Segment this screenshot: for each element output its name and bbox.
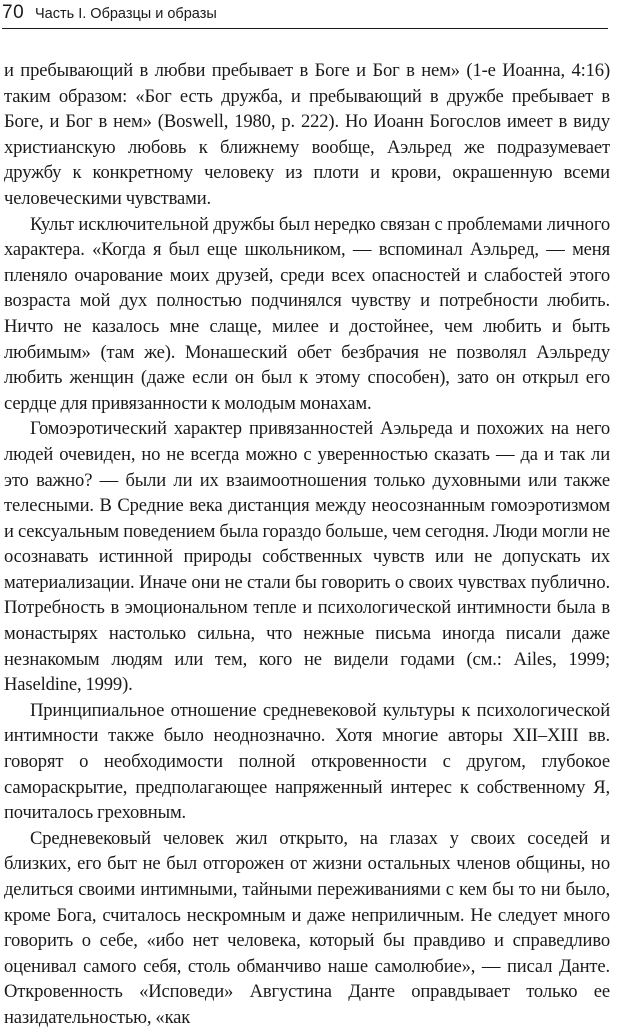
paragraph-2: Культ исключительной дружбы был нередко связан с проблемами личного характера. «Когда я был еще школьником, — вспоминал Аэльред, — меня пленяло очарование моих друзей, среди всех опасностей и слабостей этого возраста мой дух полностью подчинялся чувству и потребности любить. Ничто не казалось мне слаще, милее и достойнее, чем любить и быть любимым» (там же). Монашеский обет безбрачия не позволял Аэльреду любить женщин (даже если он был к этому способен), зато он открыл его сердце для привязанности к молодым монахам. bbox=[4, 213, 610, 414]
paragraph-3: Гомоэротический характер привязанностей Аэльреда и похожих на него людей очевиден, но не всегда можно с уверенностью сказать — да и так ли это важно? — были ли их взаимоотношения только духовными или также телесными. В Средние века дистанция между неосознанным гомоэротизмом и сексуальным поведением была гораздо больше, чем сегодня. Люди могли не осознавать истинной природы собственных чувств или не допускать их материализации. Иначе они не стали бы говорить о своих чувствах публично. Потребность в эмоциональном тепле и психологической интимности была в монастырях настолько сильна, что нежные письма иногда писали даже незнакомым людям или тем, кого не видели годами (см.: Ailes, 1999; Haseldine, 1999). bbox=[4, 418, 610, 696]
paragraph-5: Средневековый человек жил открыто, на глазах у своих соседей и близких, его быт не был отгорожен от жизни остальных членов общины, но делиться своими интимными, тайными переживаниями с кем бы то ни было, кроме Бога, считалось нескромным и даже неприличным. Не следует много говорить о себе, «ибо нет человека, который бы правдиво и справедливо оценивал самого себя, столь обманчиво наше самолюбие», — писал Данте. Откровенность «Исповеди» Августина Данте оправдывает только ее назидательностью, «как bbox=[4, 827, 610, 1028]
page-number: 70 bbox=[2, 2, 25, 23]
running-head bbox=[2, 2, 608, 29]
paragraph-1: и пребывающий в любви пребывает в Боге и Бог в нем» (1-е Иоанна, 4:16) таким образом: «Бог есть дружба, и пребывающий в дружбе пребывает в Боге, и Бог в нем» (Boswell, 1980, p. 222). Но Иоанн Богослов имеет в виду христианскую любовь к ближнему вообще, Аэльред же подразумевает дружбу к конкретному человеку из плоти и крови, окрашенную всеми человеческими чувствами. bbox=[4, 60, 610, 209]
paragraph-4: Принципиальное отношение средневековой культуры к психологической интимности также было неоднозначно. Хотя многие авторы XII–XIII вв. говорят о необходимости полной откровенности с другом, глубокое самораскрытие, предполагающее напряженный интерес к собственному Я, почиталось греховным. bbox=[4, 699, 610, 824]
part-title: Часть I. Образцы и образы bbox=[35, 6, 217, 22]
body-text bbox=[4, 58, 610, 1031]
